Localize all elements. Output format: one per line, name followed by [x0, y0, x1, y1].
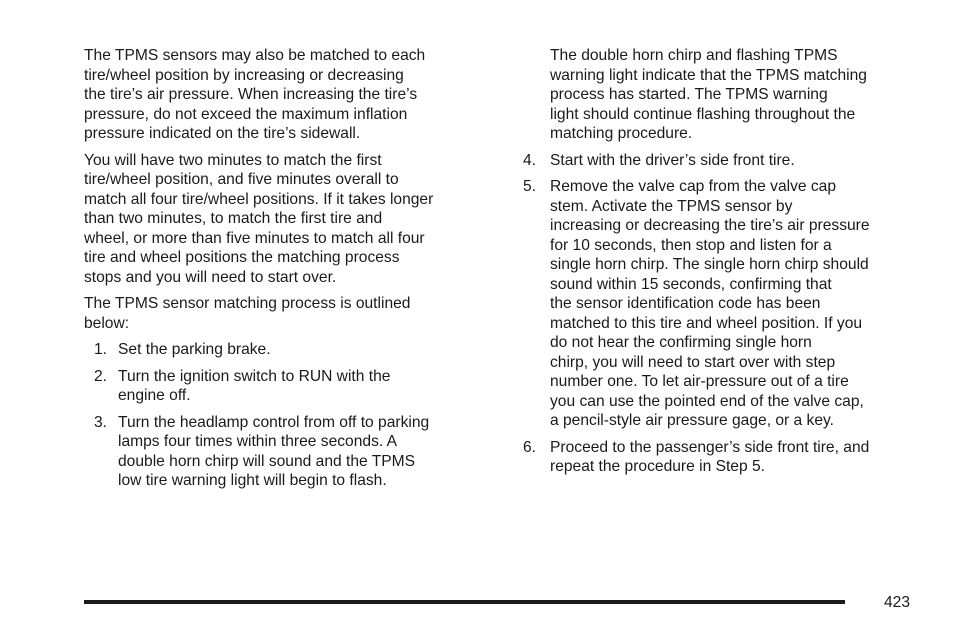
step-text: Set the parking brake. — [118, 341, 271, 358]
step-item — [84, 340, 496, 360]
step-text: Remove the valve cap from the valve cap stem. Activate the TPMS sensor by increasing or decreasing the tire’s air pressure for 10 seconds, then stop and listen for a single horn chirp. The single horn chirp should sound within 15 seconds, confirming that the sensor identification code has been matched to this tire and wheel position. If you do not hear the confirming single horn chirp, you will need to start over with step number one. To let air-pressure out of a tire you can use the pointed end of the valve cap, a pencil-style air pressure gage, or a key. — [550, 178, 870, 429]
footer-rule — [84, 600, 845, 604]
step-item — [84, 367, 496, 406]
step-number: 4. — [523, 151, 537, 169]
step-item — [84, 413, 496, 491]
step-item — [523, 438, 923, 477]
page-number: 423 — [884, 594, 911, 611]
step-item — [523, 151, 923, 171]
step-number: 1. — [94, 341, 108, 358]
steps-list-right — [523, 151, 923, 477]
step-number: 2. — [94, 367, 108, 385]
step-item — [523, 177, 923, 431]
step-number: 6. — [523, 438, 537, 456]
right-column — [523, 46, 923, 484]
step-text: Turn the ignition switch to RUN with the engine off. — [118, 367, 391, 404]
left-column — [84, 46, 496, 498]
steps-list-left — [84, 340, 496, 491]
paragraph-chirp-explanation: The double horn chirp and flashing TPMS warning light indicate that the TPMS matching process has started. The TPMS warning light should continue flashing throughout the matching procedure. — [550, 47, 867, 142]
step-number: 5. — [523, 178, 537, 195]
step-text: Start with the driver’s side front tire. — [550, 151, 795, 169]
step-number: 3. — [94, 413, 108, 431]
step-text: Turn the headlamp control from off to parking lamps four times within three seconds. A double horn chirp will sound and the TPMS low tire warning light will begin to flash. — [118, 413, 430, 489]
step-text: Proceed to the passenger’s side front tire, and repeat the procedure in Step 5. — [550, 438, 870, 475]
paragraph-time-limits: You will have two minutes to match the first tire/wheel position, and five minutes overall to match all four tire/wheel positions. If it takes longer than two minutes, to match the first tire and wheel, or more than five minutes to match all four tire and wheel positions the matching process stops and you will need to start over. — [84, 151, 434, 286]
paragraph-process-outline: The TPMS sensor matching process is outlined below: — [84, 295, 411, 332]
paragraph-matching-intro: The TPMS sensors may also be matched to each tire/wheel position by increasing or decreasing the tire’s air pressure. When increasing the tire’s pressure, do not exceed the maximum inflation pressure indicated on the tire’s sidewall. — [84, 47, 426, 142]
